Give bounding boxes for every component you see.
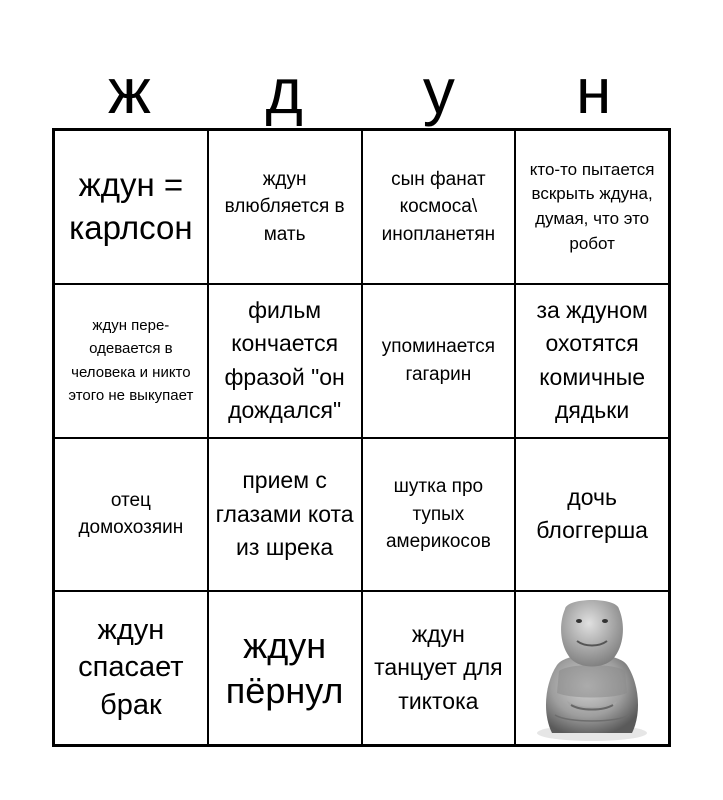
cell-text: дочь блоггерша	[536, 484, 648, 544]
bingo-cell[interactable]	[208, 438, 362, 592]
header-letter-4: н	[575, 55, 612, 127]
bingo-cell[interactable]	[515, 130, 669, 284]
bingo-grid	[52, 128, 671, 747]
bingo-cell[interactable]	[208, 591, 362, 745]
cell-text: за ждуном охотятся комичные дядьки	[536, 296, 648, 423]
bingo-cell[interactable]	[54, 130, 208, 284]
cell-text: сын фанат космоса\ инопланетян	[381, 168, 496, 245]
bingo-cell[interactable]	[208, 130, 362, 284]
cell-text: ждун пере-одевается в человека и никто этого не выкупает	[68, 317, 194, 404]
bingo-cell[interactable]	[362, 438, 516, 592]
bingo-cell[interactable]	[54, 438, 208, 592]
zhdun-figure-icon	[527, 593, 657, 743]
bingo-cell[interactable]	[515, 438, 669, 592]
cell-text: кто-то пытается вскрыть ждуна, думая, что это робот	[529, 159, 655, 253]
header-letter-3: у	[422, 55, 455, 127]
bingo-cell[interactable]	[362, 284, 516, 438]
cell-text: шутка про тупых америкосов	[385, 476, 491, 553]
header-letter-2: д	[265, 55, 303, 127]
cell-text: упоминается гагарин	[381, 336, 496, 385]
cell-text: ждун спасает брак	[78, 613, 184, 721]
cell-text: отец домохозяин	[78, 489, 184, 539]
free-space-cell[interactable]	[515, 591, 669, 745]
header-letter-1: ж	[107, 55, 151, 127]
bingo-cell[interactable]	[362, 130, 516, 284]
bingo-cell[interactable]	[54, 284, 208, 438]
cell-text: фильм кончается фразой "он дождался"	[224, 296, 345, 423]
cell-text: прием с глазами кота из шрека	[215, 467, 354, 561]
cell-text: ждун пёрнул	[225, 625, 344, 712]
cell-text: ждун влюбляется в мать	[224, 168, 345, 245]
bingo-cell[interactable]	[362, 591, 516, 745]
bingo-cell[interactable]	[208, 284, 362, 438]
cell-text: ждун = карлсон	[69, 165, 193, 246]
bingo-cell[interactable]	[515, 284, 669, 438]
bingo-cell[interactable]	[54, 591, 208, 745]
cell-text: ждун танцует для тиктока	[374, 621, 503, 714]
bingo-header	[52, 54, 671, 128]
